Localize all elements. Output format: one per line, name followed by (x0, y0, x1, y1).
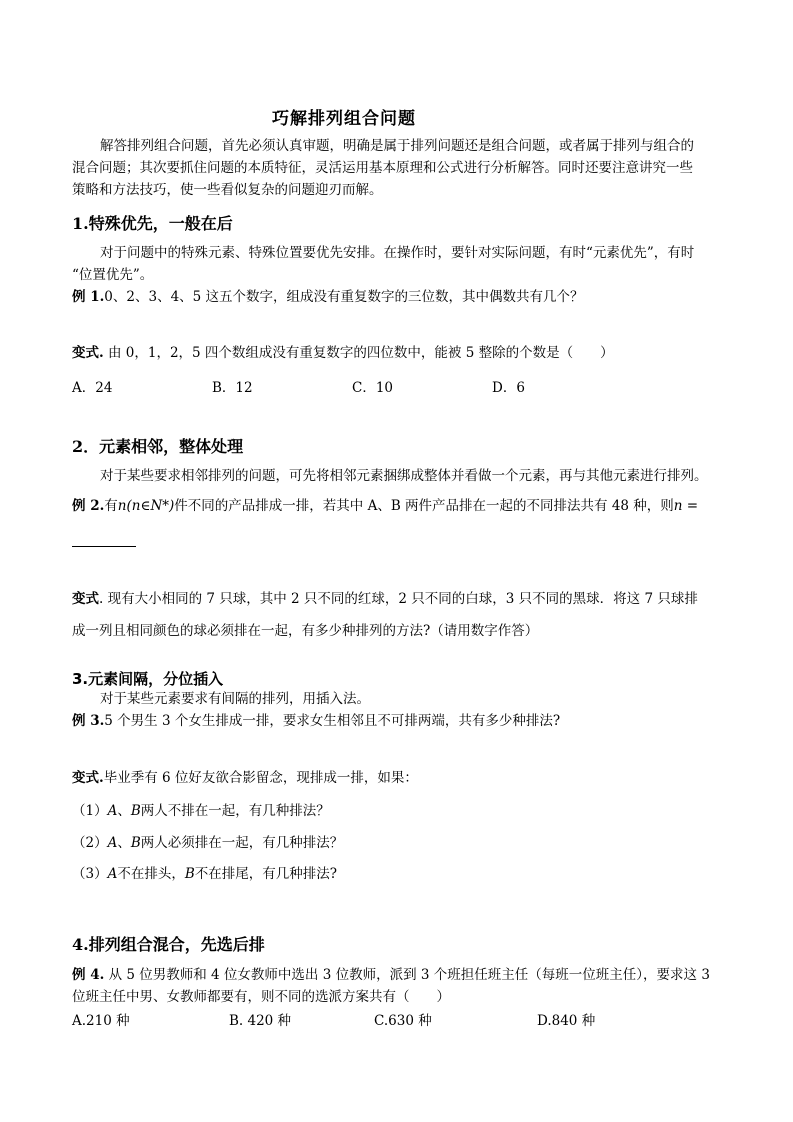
intro-line-1: 解答排列组合问题，首先必须认真审题，明确是属于排列问题还是组合问题，或者属于排列与组合的 (100, 138, 694, 154)
variant-1-label: 变式. (72, 345, 104, 361)
item-1-b: B (130, 803, 141, 819)
variant-3-item-3 (72, 864, 337, 885)
item-3-b: B (184, 866, 195, 882)
variant-1-option-c: C．10 (352, 380, 394, 396)
item-1-a: A (107, 803, 118, 819)
example-2-text: 件不同的产品排成一排，若其中 A、B 两件产品排在一起的不同排法共有 48 种，则 (174, 498, 674, 514)
example-4-text: 从 5 位男教师和 4 位女教师中选出 3 位教师，派到 3 个班担任班主任（每班一位班主任），要求这 3 (104, 967, 710, 983)
item-3-mid: 不在排头， (117, 866, 185, 882)
example-4-option-d: D.840 种 (537, 1013, 596, 1029)
example-4-option-b: B. 420 种 (229, 1013, 292, 1029)
item-1-text: 两人不排在一起，有几种排法？ (140, 803, 330, 819)
section-2-heading: 2．元素相邻，整体处理 (72, 437, 244, 456)
variant-3-item-2 (72, 833, 343, 854)
variant-1-option-a: A．24 (72, 380, 113, 396)
example-2-label: 例 2. (72, 498, 105, 514)
example-4-label: 例 4. (72, 967, 105, 983)
example-2-answer-blank (72, 532, 136, 551)
example-1-text: 0、2、3、4、5 这五个数字，组成没有重复数字的三位数，其中偶数共有几个？ (104, 289, 584, 305)
variant-1-text: 由 0，1，2，5 四个数组成没有重复数字的四位数中，能被 5 整除的个数是（ ） (103, 345, 614, 361)
variant-3-text: 毕业季有 6 位好友欲合影留念，现排成一排，如果： (103, 770, 418, 786)
example-4-option-c: C.630 种 (374, 1013, 432, 1029)
intro-line-2: 混合问题；其次要抓住问题的本质特征，灵活运用基本原理和公式进行分析解答。同时还要注意讲究一些 (72, 160, 693, 176)
variant-1 (72, 343, 614, 364)
item-2-b: B (130, 835, 141, 851)
item-2-a: A (107, 835, 118, 851)
section-4-heading: 4.排列组合混合，先选后排 (72, 935, 265, 954)
item-3-num: （3） (72, 866, 108, 882)
variant-2-line-2: 成一列且相同颜色的球必须排在一起，有多少种排列的方法?（请用数字作答） (72, 623, 539, 639)
variant-3-item-1 (72, 801, 330, 822)
variant-2-label: 变式 (72, 591, 99, 607)
example-2-tail: n = (673, 498, 699, 514)
page-title: 巧解排列组合问题 (272, 109, 416, 129)
variant-1-option-b: B．12 (212, 380, 253, 396)
item-3-text: 不在排尾，有几种排法? (194, 866, 338, 882)
example-3-text: 5 个男生 3 个女生排成一排，要求女生相邻且不可排两端，共有多少种排法? (104, 713, 561, 729)
example-1 (72, 287, 584, 308)
example-3 (72, 711, 560, 732)
section-3-desc: 对于某些元素要求有间隔的排列，用插入法。 (100, 691, 370, 707)
section-3-heading: 3.元素间隔，分位插入 (72, 670, 224, 688)
example-4-line-2: 位班主任中男、女教师都要有，则不同的选派方案共有（ ） (72, 989, 450, 1005)
item-1-num: （1） (72, 803, 108, 819)
variant-3 (72, 768, 418, 789)
item-1-sep: 、 (117, 803, 131, 819)
item-2-text: 两人必须排在一起，有几种排法？ (140, 835, 344, 851)
example-3-label: 例 3. (72, 713, 105, 729)
item-2-sep: 、 (117, 835, 131, 851)
variant-2-text: . 现有大小相同的 7 只球，其中 2 只不同的红球，2 只不同的白球，3 只不同的黑球．将这 7 只球排 (99, 591, 698, 607)
example-2 (72, 496, 698, 517)
section-2-desc: 对于某些要求相邻排列的问题，可先将相邻元素捆绑成整体并看做一个元素，再与其他元素进行排列。 (100, 468, 708, 484)
example-4-option-a: A.210 种 (72, 1013, 130, 1029)
section-1-desc-line-2: “位置优先”。 (72, 267, 154, 283)
section-1-desc-line-1: 对于问题中的特殊元素、特殊位置要优先安排。在操作时，要针对实际问题，有时“元素优先”，有时 (100, 245, 695, 261)
variant-1-option-d: D．6 (492, 380, 525, 396)
example-2-pre: 有 (104, 498, 118, 514)
example-1-label: 例 1. (72, 289, 105, 305)
variant-2-line-1 (72, 589, 698, 610)
example-4-line-1 (72, 965, 710, 986)
section-1-heading: 1.特殊优先，一般在后 (72, 214, 233, 233)
example-2-math: n(n∈N*) (117, 498, 175, 514)
intro-line-3: 策略和方法技巧，使一些看似复杂的问题迎刃而解。 (72, 182, 383, 198)
item-3-a: A (107, 866, 118, 882)
item-2-num: （2） (72, 835, 108, 851)
variant-3-label: 变式. (72, 770, 104, 786)
